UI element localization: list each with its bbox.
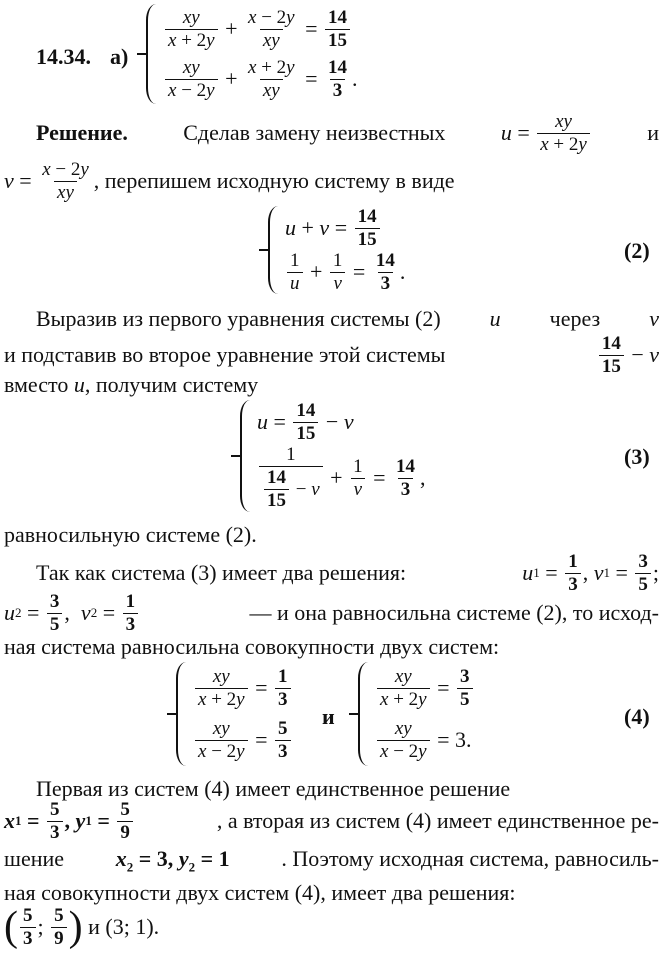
paragraph-text: вместо [4,372,69,397]
system-3 [240,400,426,512]
paragraph-3: равносильную системе (2). [4,522,257,547]
equation-number-2: (2) [624,238,650,263]
paragraph-4-line-3: ная система равносильна совокупности двух систем: [4,634,500,659]
system-3-equation-2: 1 $\frac{14}{15}$ − v + $\frac{1}{v}$ = $\frac{14}{3}$ , [257,445,426,511]
system-4b [358,662,475,766]
system-4a-equation-1: $\frac{xy}{x + 2y}$ = $\frac{1}{3}$ [193,667,293,710]
paragraph-5-line-2: x 1 = $\frac{5}{3}$ , y 1 = $\frac{5}{9}$ , а вторая из систем (4) имеет единственное ре- [4,799,659,843]
system-brace [240,400,253,512]
paragraph-5-line-4: ная совокупности двух систем (4), имеет два решения: [4,880,516,905]
solution-text: Сделав замену неизвестных [183,120,446,146]
system-brace [358,662,371,766]
solution-text: , перепишем исходную систему в виде [93,168,455,194]
system-2 [268,206,405,294]
original-system [146,4,358,104]
equation-number-4: (4) [624,704,650,729]
conjunction: и [647,120,659,146]
paragraph-4-line-1: Так как система (3) имеет два решения: u 1 = $\frac{1}{3}$ , v 1 = $\frac{3}{5}$ ; [36,551,659,595]
problem-number: 14.34. [36,44,91,69]
system-brace [146,4,159,104]
paragraph-text: и подставив во второе уравнение этой системы [4,342,446,368]
paragraph-5-line-1: Первая из систем (4) имеет единственное решение [36,776,511,801]
solution-line-2: v = $\frac{x - 2y}{xy}$ , перепишем исходную систему в виде [4,159,455,203]
problem-part: а) [110,44,129,69]
system-brace [268,206,281,294]
paragraph-text: через [549,306,601,331]
system-4b-equation-2: $\frac{xy}{x - 2y}$ = 3. [375,719,475,762]
paragraph-text: , получим систему [84,372,259,397]
original-equation-1: $\frac{xy}{x + 2y}$ + $\frac{x - 2y}{xy}$ = $\frac{14}{15}$ [163,8,358,51]
equation-number-3: (3) [624,444,650,469]
system-4b-equation-1: $\frac{xy}{x + 2y}$ = $\frac{3}{5}$ [375,667,475,710]
paragraph-2-line-2: и подставив во второе уравнение этой системы $\frac{14}{15}$ − v [4,333,659,377]
system-2-equation-2: $\frac{1}{u}$ + $\frac{1}{v}$ = $\frac{14}{3}$ . [285,251,405,294]
paragraph-text: , а вторая из систем (4) имеет единственное ре- [216,808,659,834]
system-4a-equation-2: $\frac{xy}{x - 2y}$ = $\frac{5}{3}$ [193,719,293,762]
solution-label: Решение. [36,120,128,146]
solution-line-1: Решение. Сделав замену неизвестных u = $\frac{xy}{x + 2y}$ и [36,111,659,155]
paragraph-text: Так как система (3) имеет два решения: [36,560,407,586]
paragraph-5-line-3: шение $x_2 = 3$, $y_2 = 1$ . Поэтому исходная система, равносиль- [4,846,659,875]
system-2-equation-1: u + v = $\frac{14}{15}$ [285,207,405,250]
original-equation-2: $\frac{xy}{x - 2y}$ + $\frac{x + 2y}{xy}$ = $\frac{14}{3}$ . [163,58,358,101]
paragraph-2-line-1: Выразив из первого уравнения системы (2) u через v [36,306,659,331]
paragraph-4-line-2: u 2 = $\frac{3}{5}$ , v 2 = $\frac{1}{3}$ — и она равносильна системе (2), то исход- [4,591,659,635]
paragraph-text: шение [4,846,65,871]
system-brace [176,662,189,766]
paragraph-text: . Поэтому исходная система, равносиль- [281,846,659,871]
paragraph-5-line-5: ( $\frac{5}{3}$ ; $\frac{5}{9}$ ) и (3; 1). [4,904,160,951]
paragraph-2-line-3: вместо u, получим систему [4,372,259,397]
system-3-equation-1: u = $\frac{14}{15}$ − v [257,399,354,444]
conjunction: и [322,704,335,729]
paragraph-text: Выразив из первого уравнения системы (2) [36,306,441,331]
paragraph-text: и (3; 1). [88,914,160,940]
paragraph-text: — и она равносильна системе (2), то исход- [249,600,659,626]
system-4a [176,662,293,766]
